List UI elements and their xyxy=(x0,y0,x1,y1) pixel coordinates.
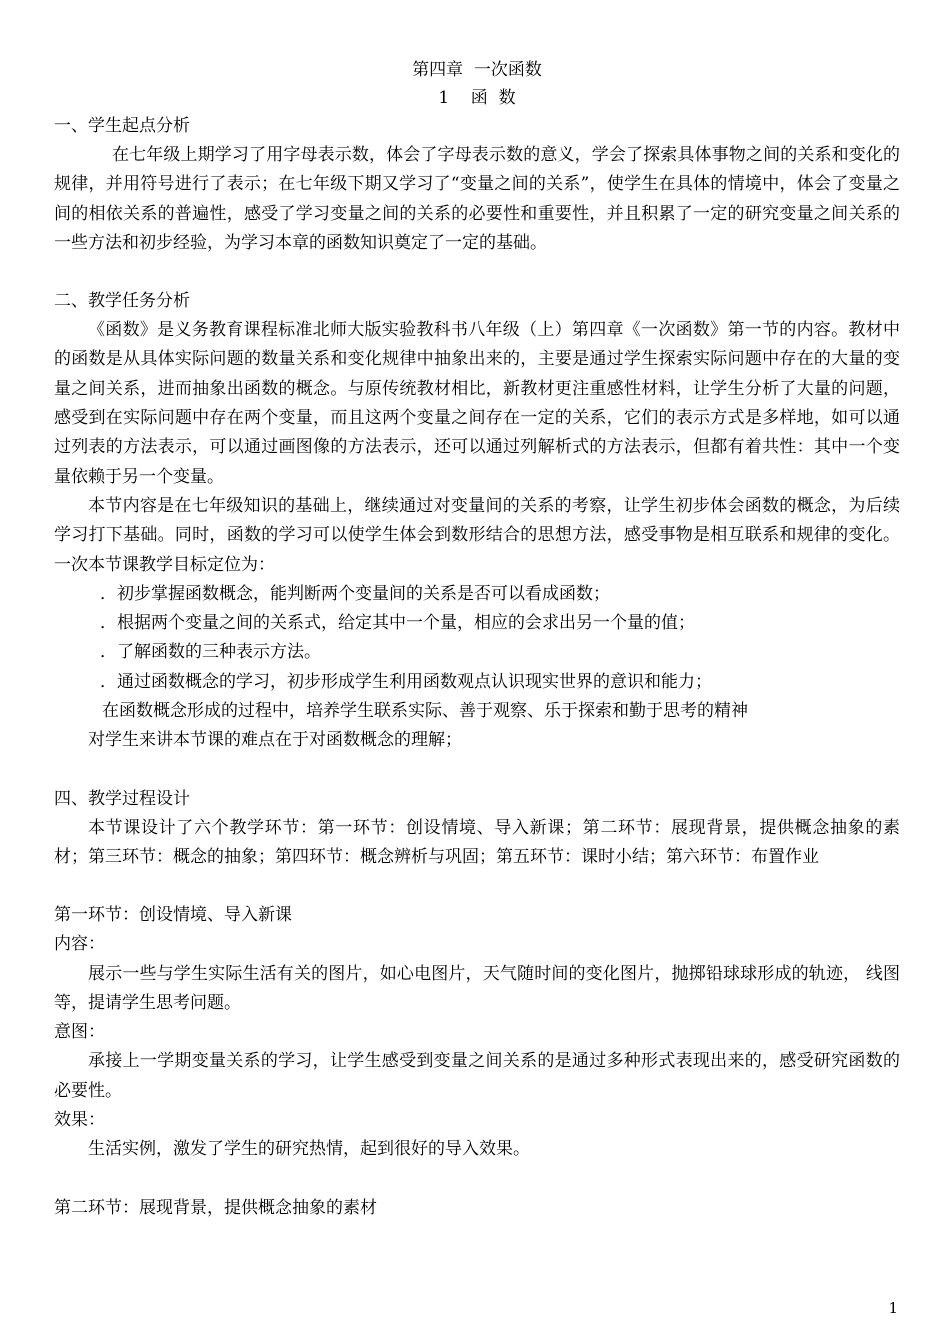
objective-item-2: ．根据两个变量之间的关系式，给定其中一个量，相应的会求出另一个量的值； xyxy=(100,613,695,634)
paragraph-effect: 生活实例，激发了学生的研究热情，起到很好的导入效果。 xyxy=(88,1139,530,1160)
spacer xyxy=(54,1165,900,1194)
heading-link-2: 第二环节：展现背景，提供概念抽象的素材 xyxy=(54,1197,377,1218)
section-title: 1 函 数 xyxy=(438,88,516,108)
paragraph-student-analysis: 在七年级上期学习了用字母表示数，体会了字母表示数的意义，学会了探索具体事物之间的关系和变化的规律，并用符号进行了表示；在七年级下期又学习了“变量之间的关系”，使学生在具体的情境中，体会了变量之间的相依关系的普遍性，感受了学习变量之间的关系的必要性和重要性，并且积累了一定的研究变量之间关系的一些方法和初步经验，为学习本章的函数知识奠定了一定的基础。 xyxy=(54,145,900,253)
spacer xyxy=(54,756,900,785)
objective-item-1: ．初步掌握函数概念，能判断两个变量间的关系是否可以看成函数； xyxy=(100,583,610,604)
difficulty-statement: 对学生来讲本节课的难点在于对函数概念的理解； xyxy=(88,730,462,751)
spacer xyxy=(54,258,900,287)
document-page xyxy=(54,56,900,1223)
objective-item-5: 在函数概念形成的过程中，培养学生联系实际、善于观察、乐于探索和勤于思考的精神 xyxy=(102,701,748,722)
paragraph-process-design: 本节课设计了六个教学环节：第一环节：创设情境、导入新课；第二环节：展现背景，提供概念抽象的素材；第三环节：概念的抽象；第四环节：概念辨析与巩固；第五环节：课时小结；第六环节：布置作业 xyxy=(54,817,900,867)
effect-label: 效果： xyxy=(54,1110,105,1131)
spacer xyxy=(54,872,900,901)
paragraph-task-analysis-1: 《函数》是义务教育课程标准北师大版实验教科书八年级（上）第四章《一次函数》第一节的内容。教材中的函数是从具体实际问题的数量关系和变化规律中抽象出来的，主要是通过学生探索实际问题中存在的大量的变量之间关系，进而抽象出函数的概念。与原传统教材相比，新教材更注重感性材料，让学生分析了大量的问题，感受到在实际问题中存在两个变量，而且这两个变量之间存在一定的关系，它们的表示方式是多样地，如可以通过列表的方法表示，可以通过画图像的方法表示，还可以通过列解析式的方法表示，但都有着共性：其中一个变量依赖于另一个变量。 xyxy=(54,320,900,487)
intent-label: 意图： xyxy=(54,1022,105,1043)
content-label: 内容： xyxy=(54,934,105,955)
heading-process-design: 四、教学过程设计 xyxy=(54,788,190,809)
paragraph-intent: 承接上一学期变量关系的学习，让学生感受到变量之间关系的是通过多种形式表现出来的，感受研究函数的必要性。 xyxy=(54,1051,900,1101)
paragraph-task-analysis-2: 本节内容是在七年级知识的基础上，继续通过对变量间的关系的考察，让学生初步体会函数的概念，为后续学习打下基础。同时，函数的学习可以使学生体会到数形结合的思想方法，感受事物是相互联系和规律的变化。一次本节课教学目标定位为： xyxy=(54,495,900,575)
objective-item-4: ．通过函数概念的学习，初步形成学生利用函数观点认识现实世界的意识和能力； xyxy=(100,671,712,692)
paragraph-content: 展示一些与学生实际生活有关的图片，如心电图片，天气随时间的变化图片，抛掷铅球球形成的轨迹， 线图等，提请学生思考问题。 xyxy=(54,963,900,1013)
heading-link-1: 第一环节：创设情境、导入新课 xyxy=(54,905,292,926)
heading-task-analysis: 二、教学任务分析 xyxy=(54,291,190,312)
heading-student-analysis: 一、学生起点分析 xyxy=(54,116,190,136)
chapter-title: 第四章 一次函数 xyxy=(412,60,542,80)
objective-item-3: ．了解函数的三种表示方法。 xyxy=(100,642,321,663)
page-number: 1 xyxy=(888,1299,898,1317)
